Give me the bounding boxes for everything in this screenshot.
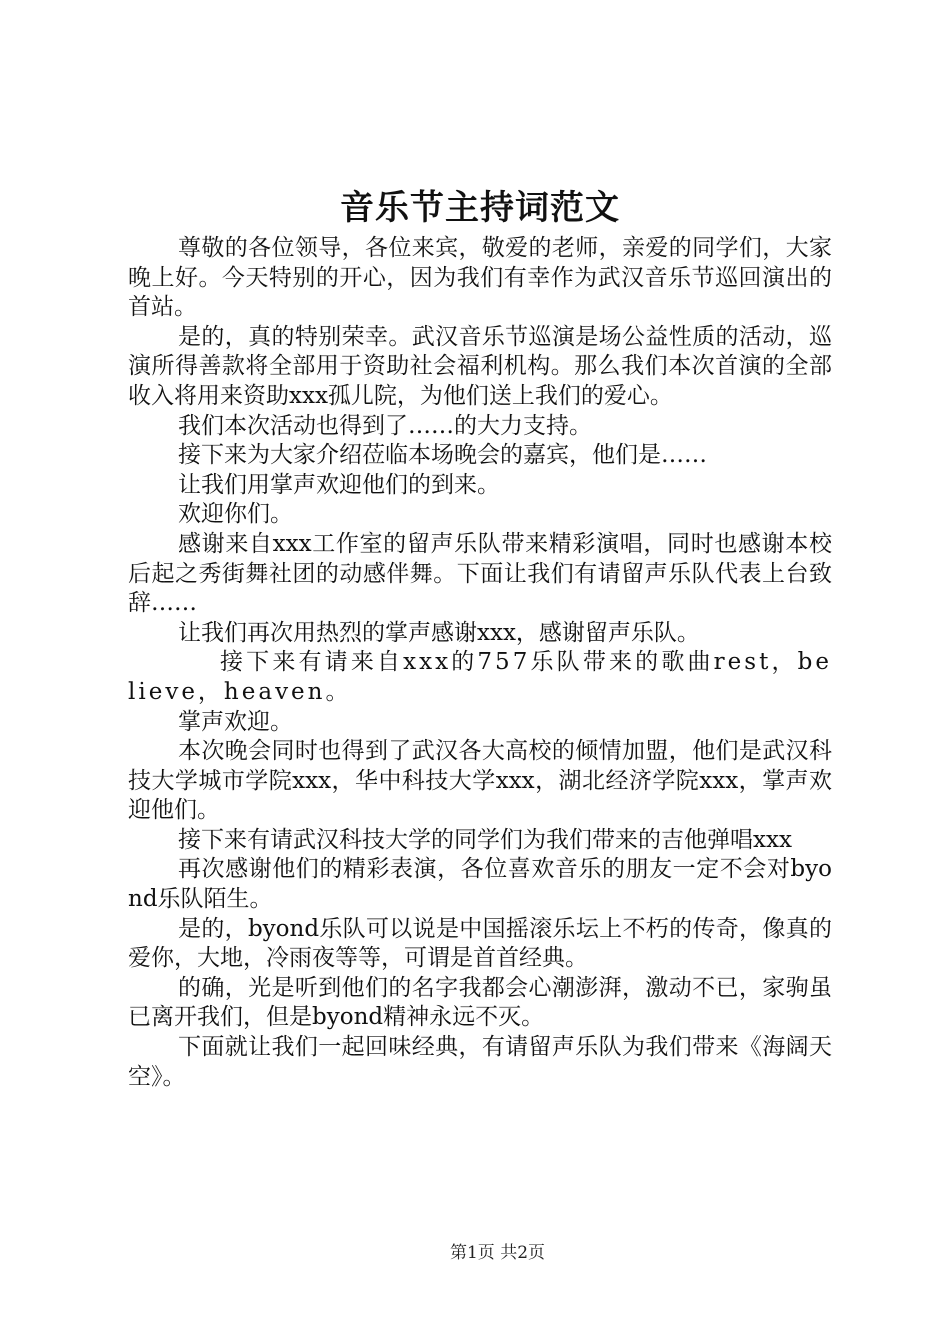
document-title: 音乐节主持词范文 (340, 188, 620, 228)
paragraph: 接下来为大家介绍莅临本场晚会的嘉宾，他们是…… (178, 442, 707, 469)
paragraph: 本次晚会同时也得到了武汉各大高校的倾情加盟，他们是武汉科技大学城市学院xxx，华中科技大学xxx，湖北经济学院xxx，掌声欢迎他们。 (128, 738, 832, 824)
paragraph: 的确，光是听到他们的名字我都会心潮澎湃，激动不已，家驹虽已离开我们，但是byond精神永远不灭。 (128, 974, 832, 1031)
paragraph: 掌声欢迎。 (178, 708, 293, 735)
paragraph: 欢迎你们。 (178, 501, 293, 528)
paragraph: 接下来有请武汉科技大学的同学们为我们带来的吉他弹唱xxx (178, 826, 792, 853)
paragraph: 尊敬的各位领导，各位来宾，敬爱的老师，亲爱的同学们，大家晚上好。今天特别的开心，因为我们有幸作为武汉音乐节巡回演出的首站。 (128, 235, 832, 321)
paragraph: 接下来有请来自xxx的757乐队带来的歌曲rest，believe，heaven。 (128, 649, 832, 705)
paragraph: 让我们再次用热烈的掌声感谢xxx，感谢留声乐队。 (178, 619, 700, 646)
paragraph: 是的，真的特别荣幸。武汉音乐节巡演是场公益性质的活动，巡演所得善款将全部用于资助社会福利机构。那么我们本次首演的全部收入将用来资助xxx孤儿院，为他们送上我们的爱心。 (128, 323, 832, 409)
paragraph: 我们本次活动也得到了……的大力支持。 (178, 412, 592, 439)
paragraph: 再次感谢他们的精彩表演，各位喜欢音乐的朋友一定不会对byond乐队陌生。 (128, 856, 832, 913)
paragraph: 让我们用掌声欢迎他们的到来。 (178, 471, 500, 498)
page-footer: 第1页 共2页 (449, 1243, 546, 1263)
paragraph: 下面就让我们一起回味经典，有请留声乐队为我们带来《海阔天空》。 (128, 1034, 832, 1090)
paragraph: 感谢来自xxx工作室的留声乐队带来精彩演唱，同时也感谢本校后起之秀街舞社团的动感伴舞。下面让我们有请留声乐队代表上台致辞…… (128, 530, 832, 617)
paragraph: 是的，byond乐队可以说是中国摇滚乐坛上不朽的传奇，像真的爱你，大地，冷雨夜等等，可谓是首首经典。 (128, 915, 832, 972)
document-body (128, 234, 832, 1092)
